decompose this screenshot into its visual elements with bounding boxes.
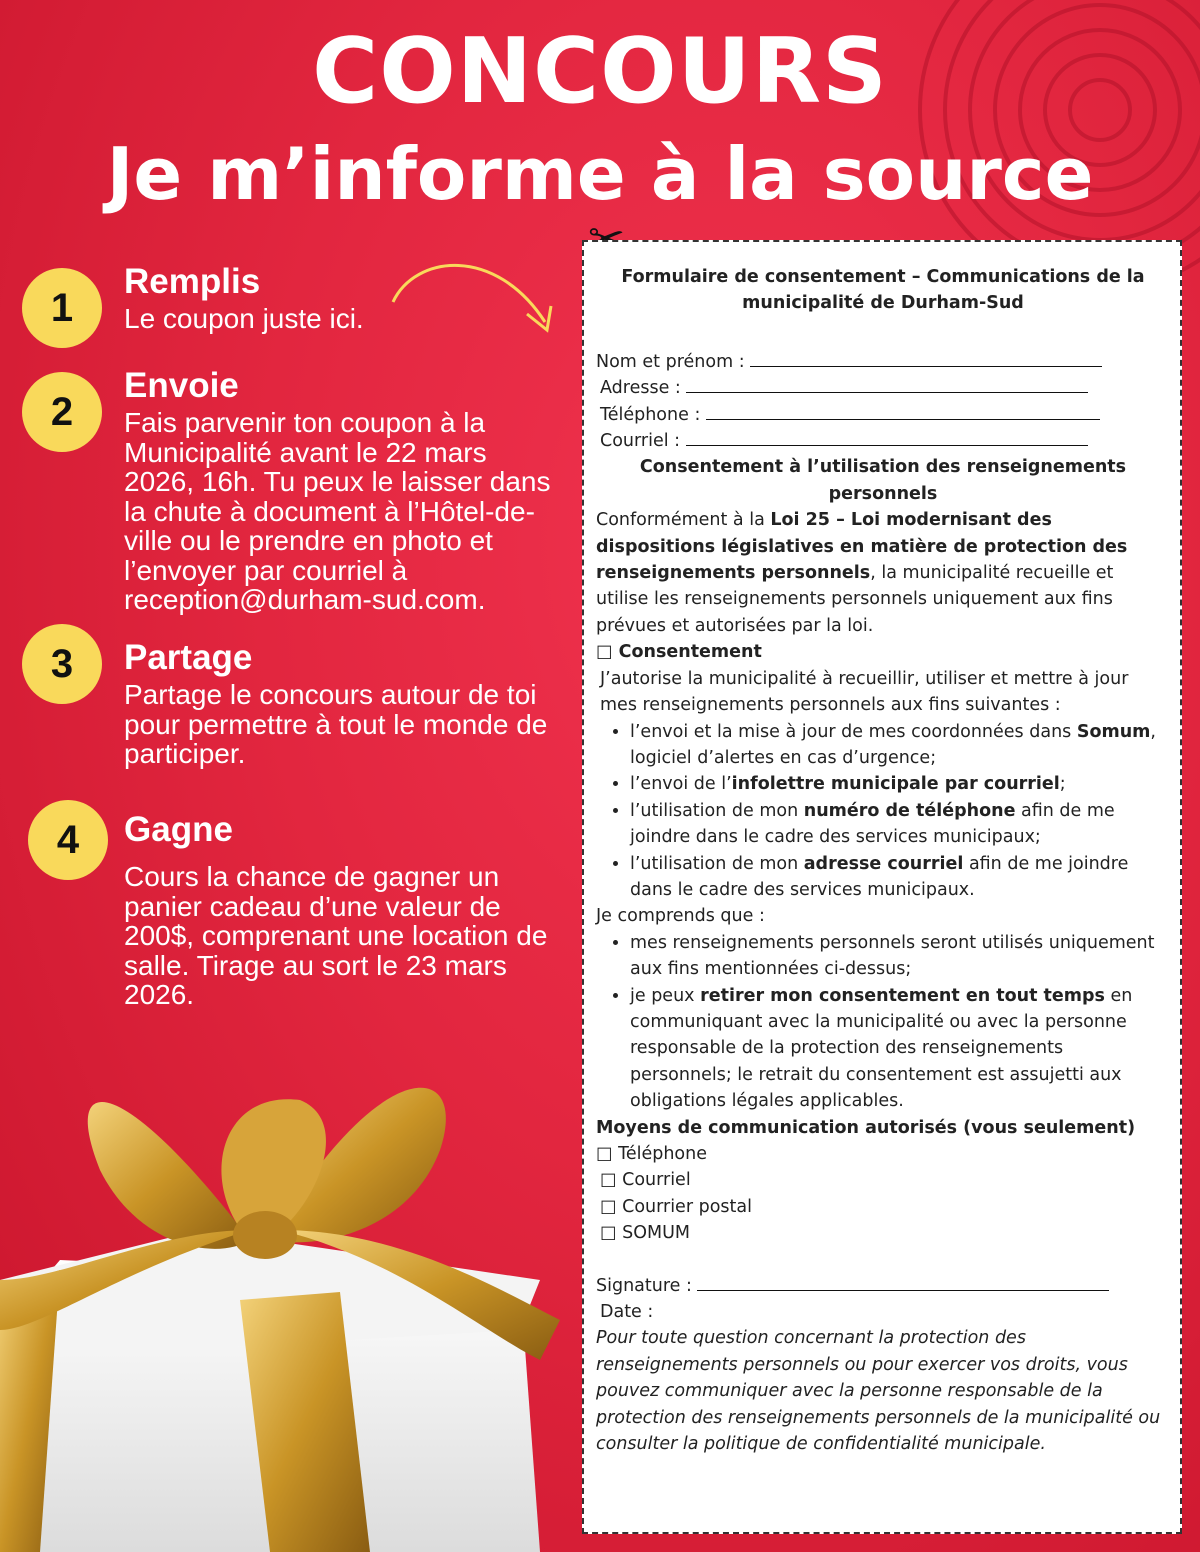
step-title: Gagne	[124, 810, 233, 849]
step-text: Le coupon juste ici.	[124, 303, 364, 334]
consent-text: J’autorise la municipalité à recueillir, utiliser et mettre à jour mes renseignements personnels aux fins suivantes :	[600, 668, 1129, 716]
name-field[interactable]	[596, 349, 1170, 375]
email-field[interactable]	[596, 428, 1170, 454]
list-item: • l’utilisation de mon adresse courriel afin de me joindre dans le cadre des services municipaux.	[630, 851, 1170, 904]
address-input-line[interactable]	[686, 375, 1088, 393]
list-item: • mes renseignements personnels seront utilisés uniquement aux fins mentionnées ci-dessus;	[630, 930, 1170, 983]
list-item: • l’envoi et la mise à jour de mes coordonnées dans Somum, logiciel d’alertes en cas d’urgence;	[630, 719, 1170, 772]
list-item: • l’utilisation de mon numéro de téléphone afin de me joindre dans le cadre des services municipaux;	[630, 798, 1170, 851]
consent-form	[582, 240, 1182, 1534]
signature-input-line[interactable]	[697, 1273, 1109, 1291]
phone-label: Téléphone :	[600, 404, 701, 425]
means-option-email[interactable]: □ Courriel	[600, 1170, 691, 1191]
phone-field[interactable]	[596, 402, 1170, 428]
consent-checkbox[interactable]: □ Consentement	[596, 642, 762, 663]
curved-arrow-icon	[385, 250, 575, 350]
step-text: Cours la chance de gagner un panier cadeau d’une valeur de 200$, comprenant une location de salle. Tirage au sort le 23 mars 2026.	[124, 861, 548, 1010]
step-number-badge: 2	[22, 372, 102, 452]
understand-list	[596, 930, 1170, 1115]
phone-input-line[interactable]	[706, 402, 1100, 420]
step-number-badge: 1	[22, 268, 102, 348]
list-item: • l’envoi de l’infolettre municipale par courriel;	[630, 771, 1170, 797]
list-item: • je peux retirer mon consentement en tout temps en communiquant avec la municipalité ou avec la personne responsable de la protection des renseignements personnels; le retrait du consentement est assujetti aux obligations légales applicables.	[630, 983, 1170, 1115]
understand-label: Je comprends que :	[596, 906, 765, 927]
means-option-phone[interactable]: □ Téléphone	[596, 1144, 707, 1164]
step-number-badge: 4	[28, 800, 108, 880]
signature-label: Signature :	[596, 1275, 692, 1296]
gift-box-illustration	[0, 1030, 580, 1552]
consent-heading: Consentement à l’utilisation des renseignements personnels	[639, 457, 1127, 504]
page-title: CONCOURS	[312, 19, 888, 124]
address-label: Adresse :	[600, 378, 681, 399]
email-input-line[interactable]	[686, 428, 1088, 446]
means-option-somum[interactable]: □ SOMUM	[600, 1223, 690, 1244]
step-text: Partage le concours autour de toi pour permettre à tout le monde de participer.	[124, 679, 548, 769]
step-text: Fais parvenir ton coupon à la Municipalité avant le 22 mars 2026, 16h. Tu peux le laisser dans la chute à document à l’Hôtel-de-ville ou le prendre en photo et l’envoyer par courriel à reception@durham-sud.com.	[124, 407, 551, 615]
step-number-badge: 3	[22, 624, 102, 704]
means-option-mail[interactable]: □ Courrier postal	[600, 1196, 752, 1217]
date-field[interactable]: Date :	[600, 1302, 654, 1323]
consent-uses-list	[596, 719, 1170, 904]
address-field[interactable]	[596, 375, 1170, 401]
email-label: Courriel :	[600, 431, 681, 452]
step-title: Partage	[124, 638, 253, 677]
page-subtitle: Je m’informe à la source	[106, 132, 1094, 216]
signature-field[interactable]	[596, 1273, 1170, 1299]
name-label: Nom et prénom :	[596, 351, 745, 372]
footer-note: Pour toute question concernant la protection des renseignements personnels ou pour exercer vos droits, vous pouvez communiquer avec la personne responsable de la protection des renseignements personnels de la municipalité ou consulter la politique de confidentialité municipale.	[596, 1328, 1161, 1455]
means-heading: Moyens de communication autorisés (vous seulement)	[596, 1117, 1136, 1138]
step-title: Remplis	[124, 262, 261, 301]
name-input-line[interactable]	[750, 349, 1102, 367]
legal-intro: Conformément à la Loi 25 – Loi modernisant des dispositions législatives en matière de protection des renseignements personnels, la municipalité recueille et utilise les renseignements personnels uniquement aux fins prévues et autorisées par la loi.	[596, 510, 1128, 636]
step-title: Envoie	[124, 366, 239, 405]
form-title: Formulaire de consentement – Communications de la municipalité de Durham-Sud	[621, 267, 1145, 314]
